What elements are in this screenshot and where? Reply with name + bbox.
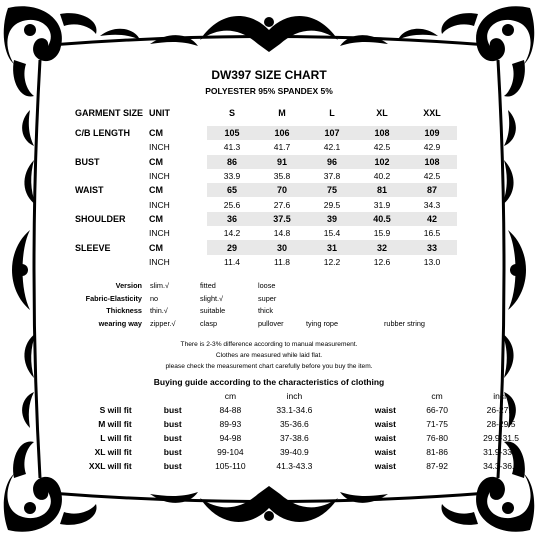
size-value-cm: 108 — [357, 126, 407, 140]
feature-option: thin.√ — [150, 306, 168, 315]
guide-bust-inch: 37-38.6 — [279, 433, 309, 443]
size-value-cm: 87 — [407, 183, 457, 197]
header-unit: UNIT — [149, 108, 170, 118]
guide-bust-label: bust — [163, 419, 182, 429]
feature-option: loose — [258, 281, 276, 290]
unit-inch: INCH — [149, 228, 170, 239]
size-value-inch: 31.9 — [373, 199, 391, 210]
corner-ornament-top-right — [441, 6, 534, 96]
buying-guide-title: Buying guide according to the characteristics of clothing — [153, 377, 385, 387]
guide-size: XXL will fit — [88, 461, 132, 471]
guide-waist-label: waist — [374, 419, 396, 429]
measurement-label: BUST — [75, 156, 100, 167]
size-row-cm — [75, 126, 457, 140]
feature-label: Version — [115, 281, 142, 290]
size-value-inch: 40.2 — [373, 171, 391, 182]
unit-cm: CM — [149, 185, 163, 196]
size-value-inch: 27.6 — [273, 199, 291, 210]
guide-waist-label: waist — [374, 461, 396, 471]
feature-row — [70, 294, 142, 303]
feature-option: tying rope — [306, 318, 339, 328]
guide-waist-label: waist — [374, 447, 396, 457]
guide-waist-inch: 31.9-33.9 — [483, 447, 520, 457]
guide-row — [58, 403, 538, 417]
size-value-cm: 40.5 — [357, 212, 407, 226]
size-row-cm — [75, 240, 457, 254]
guide-size: M will fit — [98, 419, 132, 429]
guide-bust-cm: 84-88 — [219, 405, 242, 415]
measurement-label: SLEEVE — [75, 242, 111, 253]
size-value-inch: 42.5 — [373, 142, 391, 153]
guide-size: S will fit — [99, 405, 132, 415]
feature-option: rubber string — [384, 318, 425, 328]
guide-row — [58, 431, 538, 445]
unit-inch: INCH — [149, 256, 170, 267]
size-value-cm: 65 — [207, 183, 257, 197]
size-value-inch: 29.5 — [323, 199, 341, 210]
measurement-note: There is 2-3% difference according to manual measurement. — [180, 341, 358, 348]
size-value-inch: 34.3 — [423, 199, 441, 210]
size-row-inch — [75, 255, 457, 269]
size-value-inch: 15.9 — [373, 228, 391, 239]
size-value-inch: 11.8 — [274, 256, 290, 267]
size-value-cm: 39 — [307, 212, 357, 226]
measurement-note: Clothes are measured while laid flat. — [215, 352, 323, 359]
size-value-cm: 75 — [307, 183, 357, 197]
size-value-cm: 31 — [307, 240, 357, 254]
guide-bust-label: bust — [163, 447, 182, 457]
size-value-cm: 30 — [257, 240, 307, 254]
feature-row — [70, 319, 142, 328]
guide-bust-cm: 94-98 — [219, 433, 242, 443]
unit-cm: CM — [149, 213, 163, 224]
measurement-label: WAIST — [75, 185, 104, 196]
guide-size: L will fit — [100, 433, 132, 443]
guide-header-cm-2: cm — [431, 391, 443, 401]
header-size-xl: XL — [376, 108, 388, 118]
buying-guide-table — [58, 389, 538, 473]
size-row-cm — [75, 183, 457, 197]
feature-option: slim.√ — [150, 281, 170, 290]
unit-cm: CM — [149, 156, 163, 167]
unit-inch: INCH — [149, 171, 170, 182]
size-value-inch: 25.6 — [223, 199, 241, 210]
size-row-inch — [75, 169, 457, 183]
measurement-label: SHOULDER — [75, 213, 126, 224]
guide-waist-cm: 76-80 — [426, 433, 448, 443]
guide-row — [58, 445, 538, 459]
header-size-xxl: XXL — [423, 108, 441, 118]
guide-waist-inch: 28-29.5 — [486, 419, 516, 429]
guide-bust-label: bust — [163, 405, 182, 415]
guide-waist-cm: 71-75 — [426, 419, 448, 429]
size-row-inch — [75, 226, 457, 240]
feature-label: Thickness — [106, 306, 142, 315]
size-value-cm: 102 — [357, 155, 407, 169]
fabric-composition: POLYESTER 95% SPANDEX 5% — [205, 86, 333, 96]
guide-bust-label: bust — [163, 461, 182, 471]
size-value-inch: 41.7 — [273, 142, 291, 153]
size-value-cm: 109 — [407, 126, 457, 140]
feature-row — [70, 306, 142, 315]
guide-waist-inch: 34.3-36.2 — [483, 461, 520, 471]
corner-ornament-top-left — [4, 6, 97, 96]
size-value-inch: 35.8 — [273, 171, 291, 182]
guide-waist-cm: 81-86 — [426, 447, 448, 457]
guide-size: XL will fit — [94, 447, 132, 457]
guide-bust-inch: 39-40.9 — [279, 447, 309, 457]
header-size-m: M — [278, 108, 286, 118]
unit-cm: CM — [149, 128, 163, 139]
feature-option: suitable — [200, 306, 226, 315]
guide-waist-inch: 29.9-31.5 — [483, 433, 520, 443]
size-value-cm: 108 — [407, 155, 457, 169]
guide-header-cm: cm — [224, 391, 237, 401]
guide-bust-inch: 33.1-34.6 — [276, 405, 313, 415]
guide-bust-cm: 89-93 — [219, 419, 242, 429]
size-value-cm: 36 — [207, 212, 257, 226]
size-value-inch: 16.5 — [423, 228, 441, 239]
size-value-cm: 42 — [407, 212, 457, 226]
guide-waist-label: waist — [374, 405, 396, 415]
size-value-cm: 107 — [307, 126, 357, 140]
size-value-cm: 96 — [307, 155, 357, 169]
chart-title: DW397 SIZE CHART — [211, 68, 327, 82]
size-value-inch: 12.6 — [373, 256, 391, 267]
guide-header — [58, 389, 538, 403]
unit-inch: INCH — [149, 142, 170, 153]
feature-option: clasp — [200, 318, 218, 328]
guide-header-inch-2: inch — [493, 391, 509, 401]
size-row-inch — [75, 197, 457, 211]
guide-waist-cm: 87-92 — [426, 461, 448, 471]
guide-row — [58, 459, 538, 473]
guide-bust-cm: 105-110 — [215, 461, 246, 471]
size-value-cm: 29 — [207, 240, 257, 254]
feature-label: Fabric-Elasticity — [85, 293, 142, 303]
size-value-inch: 41.3 — [223, 142, 241, 153]
measurement-label: C/B LENGTH — [75, 128, 130, 139]
feature-option: fitted — [200, 281, 216, 290]
size-value-cm: 33 — [407, 240, 457, 254]
guide-bust-label: bust — [163, 433, 182, 443]
size-value-inch: 42.5 — [423, 171, 441, 182]
size-value-inch: 11.4 — [224, 256, 240, 267]
guide-bust-cm: 99-104 — [217, 447, 244, 457]
size-value-cm: 86 — [207, 155, 257, 169]
guide-bust-inch: 35-36.6 — [279, 419, 309, 429]
feature-option: thick — [258, 306, 274, 315]
feature-label: wearing way — [98, 318, 142, 328]
header-garment-size: GARMENT SIZE — [75, 108, 144, 118]
measurement-note: please check the measurement chart carefully before you buy the item. — [165, 363, 373, 370]
size-value-inch: 12.2 — [323, 256, 341, 267]
size-chart-table — [75, 100, 457, 269]
guide-waist-label: waist — [374, 433, 396, 443]
feature-option: super — [258, 293, 277, 303]
size-row-inch — [75, 140, 457, 154]
guide-bust-inch: 41.3-43.3 — [276, 461, 313, 471]
size-value-inch: 33.9 — [223, 171, 241, 182]
unit-cm: CM — [149, 242, 163, 253]
header-size-l: L — [329, 108, 335, 118]
size-value-cm: 91 — [257, 155, 307, 169]
size-value-cm: 70 — [257, 183, 307, 197]
size-value-inch: 13.0 — [423, 256, 441, 267]
top-center-ornament — [100, 16, 438, 52]
size-row-cm — [75, 212, 457, 226]
guide-row — [58, 417, 538, 431]
size-value-cm: 32 — [357, 240, 407, 254]
feature-row — [70, 281, 142, 290]
guide-waist-inch: 26-27.6 — [486, 405, 516, 415]
feature-option: pullover — [258, 318, 284, 328]
feature-option: slight.√ — [200, 293, 224, 303]
header-size-s: S — [228, 108, 235, 118]
feature-option: zipper.√ — [150, 318, 176, 328]
size-value-inch: 14.8 — [273, 228, 291, 239]
size-value-inch: 42.9 — [423, 142, 441, 153]
unit-inch: INCH — [149, 199, 170, 210]
size-value-cm: 106 — [257, 126, 307, 140]
size-value-cm: 37.5 — [257, 212, 307, 226]
guide-waist-cm: 66-70 — [426, 405, 448, 415]
bottom-center-ornament — [150, 486, 388, 522]
feature-option: no — [150, 293, 159, 303]
size-value-inch: 37.8 — [323, 171, 341, 182]
size-chart-header — [75, 100, 457, 126]
size-value-inch: 14.2 — [223, 228, 241, 239]
size-value-inch: 15.4 — [323, 228, 341, 239]
guide-header-inch: inch — [286, 391, 303, 401]
size-value-cm: 105 — [207, 126, 257, 140]
size-row-cm — [75, 155, 457, 169]
size-value-cm: 81 — [357, 183, 407, 197]
size-value-inch: 42.1 — [323, 142, 341, 153]
